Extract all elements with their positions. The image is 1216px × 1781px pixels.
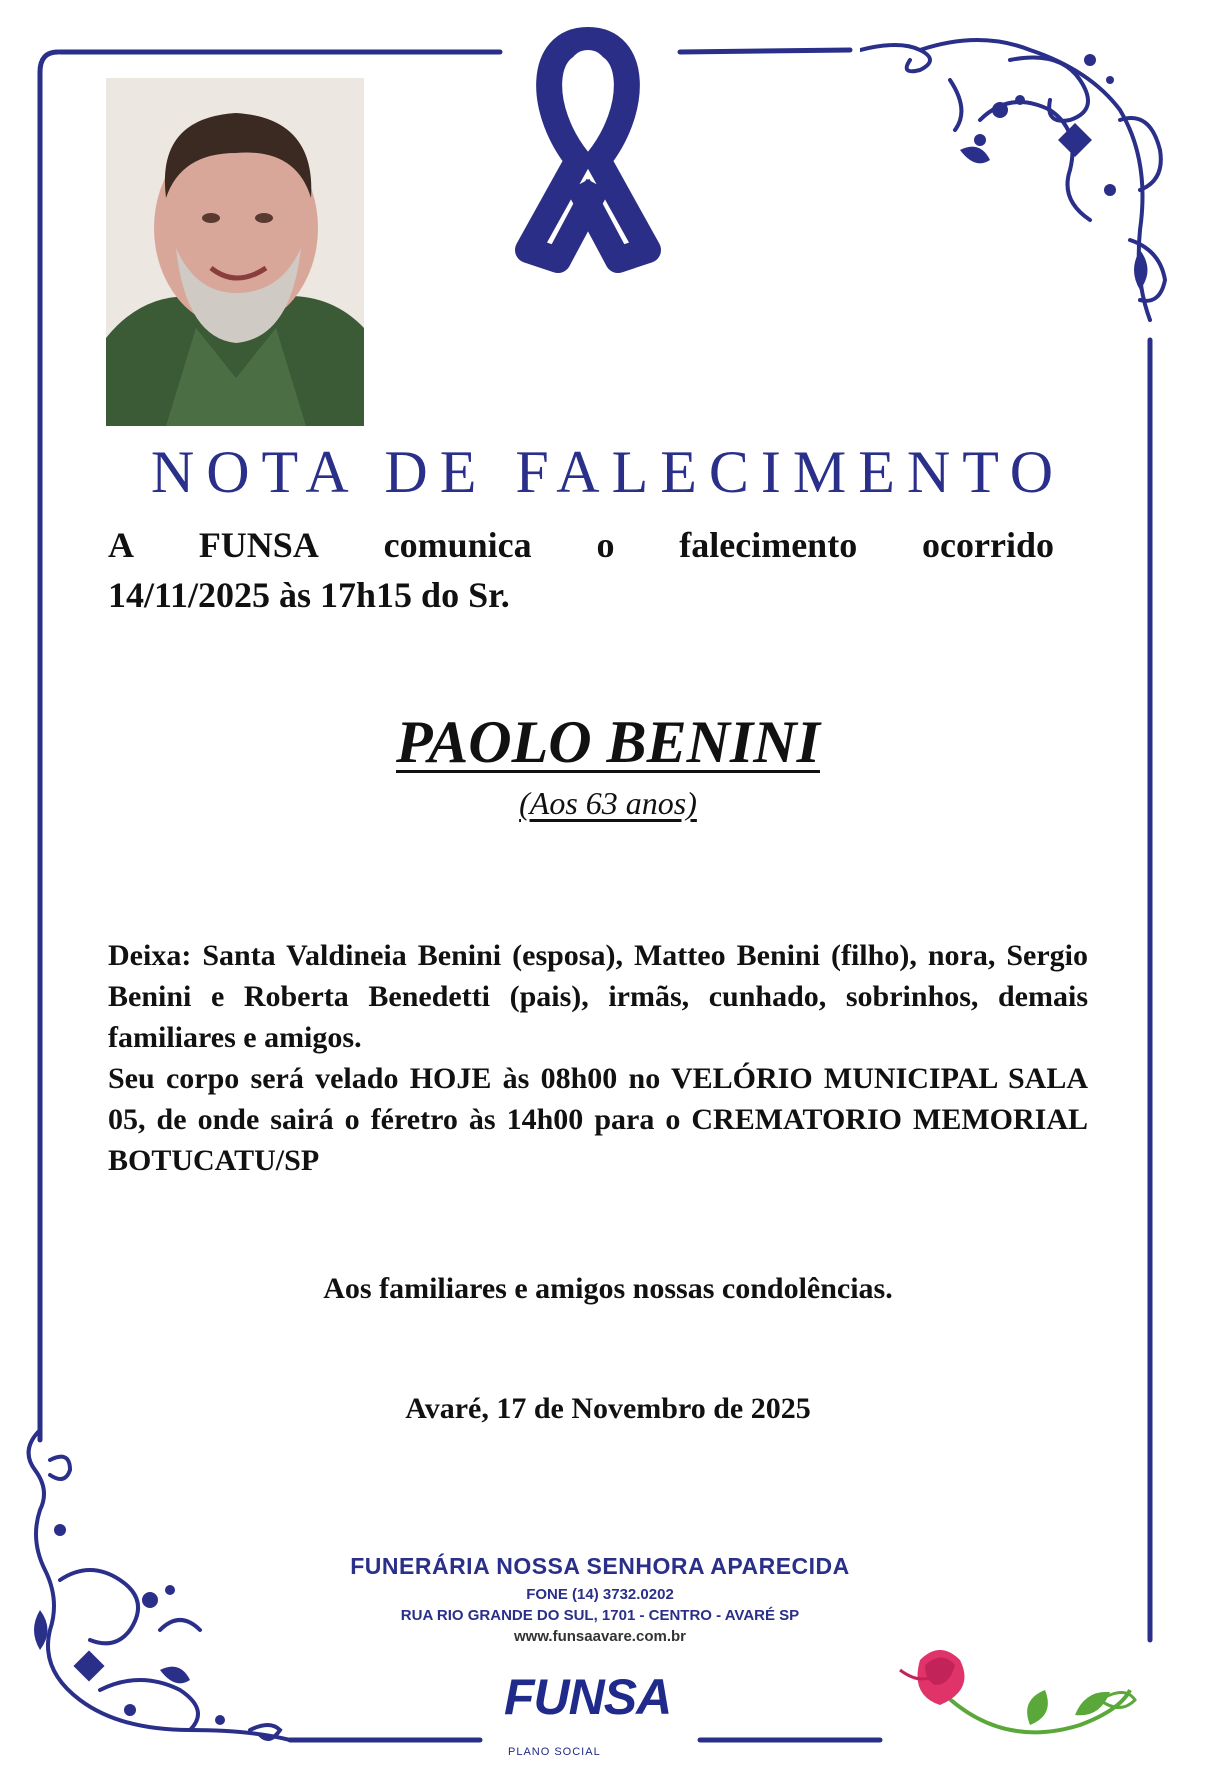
company-name: FUNERÁRIA NOSSA SENHORA APARECIDA xyxy=(350,1553,850,1579)
intro-word: A xyxy=(108,525,134,565)
company-info xyxy=(280,1553,920,1647)
logo-subtitle: PLANO SOCIAL xyxy=(508,1746,601,1758)
page-title: NOTA DE FALECIMENTO xyxy=(150,439,1066,505)
awareness-ribbon-icon xyxy=(508,20,668,290)
deceased-photo xyxy=(106,78,364,426)
funeral-info-paragraph: Seu corpo será velado HOJE às 08h00 no VELÓRIO MUNICIPAL SALA 05, de onde sairá o féretro às 14h00 para o CREMATORIO MEMORIAL BOTUCATU/SP xyxy=(108,1062,1088,1177)
company-address: RUA RIO GRANDE DO SUL, 1701 - CENTRO - AVARÉ SP xyxy=(400,1607,800,1624)
intro-word: comunica xyxy=(383,525,532,565)
company-phone: FONE (14) 3732.0202 xyxy=(526,1586,674,1603)
rose-icon xyxy=(880,1630,1140,1760)
deceased-name: PAOLO BENINI xyxy=(396,709,820,775)
intro-text xyxy=(108,520,1054,620)
survivors-paragraph: Deixa: Santa Valdineia Benini (esposa), Matteo Benini (filho), nora, Sergio Benini e Roberta Benedetti (pais), irmãs, cunhado, sobrinhos, demais familiares e amigos. xyxy=(108,939,1088,1054)
place-date: Avaré, 17 de Novembro de 2025 xyxy=(405,1392,811,1425)
intro-word: o xyxy=(596,525,615,565)
intro-word: falecimento xyxy=(679,525,858,565)
intro-word: ocorrido xyxy=(922,525,1054,565)
corner-ornament-top-right xyxy=(860,20,1180,340)
notice-body xyxy=(108,935,1088,1181)
deceased-age: (Aos 63 anos) xyxy=(519,785,697,821)
condolences-text: Aos familiares e amigos nossas condolências. xyxy=(323,1272,893,1305)
funsa-logo xyxy=(498,1668,694,1768)
company-website: www.funsaavare.com.br xyxy=(513,1628,686,1645)
intro-line-1 xyxy=(108,520,1054,570)
logo-text: FUNSA xyxy=(504,1669,672,1725)
intro-word: FUNSA xyxy=(198,525,319,565)
intro-line-2: 14/11/2025 às 17h15 do Sr. xyxy=(108,575,510,615)
